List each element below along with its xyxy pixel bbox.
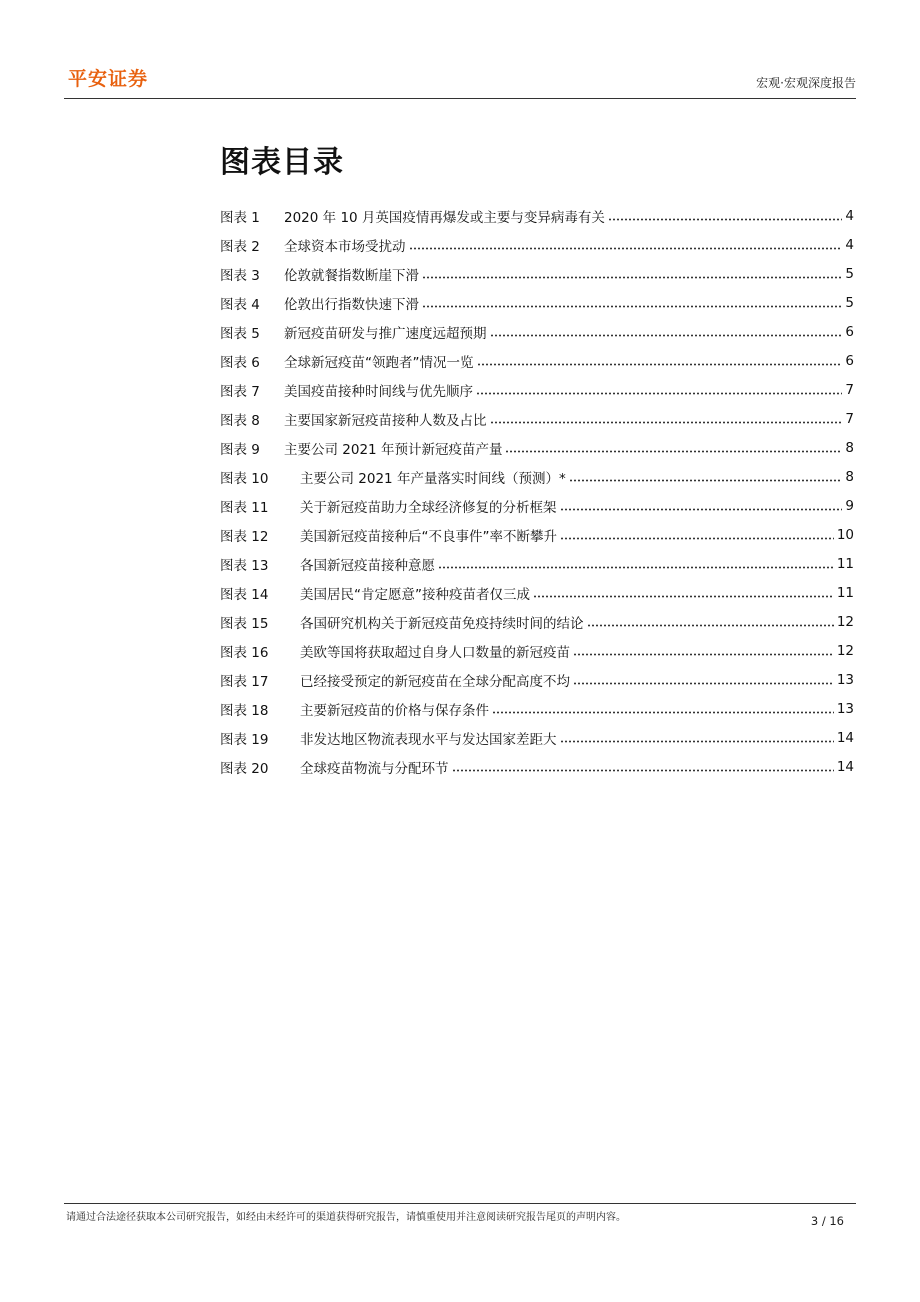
toc-entry-page: 13 — [836, 671, 854, 688]
toc-entry-page: 8 — [845, 439, 854, 456]
toc-entry-page: 7 — [845, 410, 854, 427]
toc-entry[interactable] — [220, 404, 854, 433]
toc-entry-page: 13 — [836, 700, 854, 717]
toc-entry-label: 图表 15 — [220, 615, 269, 632]
toc-dot-leader — [560, 733, 834, 743]
footer-disclaimer: 请通过合法途径获取本公司研究报告，如经由未经许可的渠道获得研究报告，请慎重使用并注意阅读研究报告尾页的声明内容。 — [66, 1212, 626, 1223]
toc-entry-label: 图表 20 — [220, 760, 269, 777]
toc-dot-leader — [587, 617, 834, 627]
toc-dot-leader — [492, 704, 834, 714]
toc-entry-label: 图表 14 — [220, 586, 269, 603]
page-title: 图表目录 — [220, 145, 344, 180]
toc-entry-page: 11 — [836, 555, 854, 572]
toc-dot-leader — [452, 762, 834, 772]
toc-entry-label: 图表 12 — [220, 528, 269, 545]
toc-entry-title: 美欧等国将获取超过自身人口数量的新冠疫苗 — [300, 644, 570, 661]
toc-entry-title: 新冠疫苗研发与推广速度远超预期 — [284, 325, 487, 342]
toc-entry-title: 伦敦就餐指数断崖下滑 — [284, 267, 419, 284]
toc-entry-label: 图表 13 — [220, 557, 269, 574]
toc-entry-title: 主要公司 2021 年产量落实时间线（预测）* — [300, 470, 566, 487]
toc-entry-label: 图表 17 — [220, 673, 269, 690]
toc-entry-label: 图表 8 — [220, 412, 260, 429]
toc-entry[interactable] — [220, 375, 854, 404]
toc-entry-page: 4 — [845, 236, 854, 253]
toc-dot-leader — [438, 559, 834, 569]
toc-entry-title: 各国研究机构关于新冠疫苗免疫持续时间的结论 — [300, 615, 584, 632]
toc-entry-page: 14 — [836, 729, 854, 746]
toc-entry[interactable] — [220, 520, 854, 549]
toc-entry[interactable] — [220, 433, 854, 462]
toc-dot-leader — [573, 646, 834, 656]
toc-entry-label: 图表 16 — [220, 644, 269, 661]
toc-entry-title: 美国疫苗接种时间线与优先顺序 — [284, 383, 473, 400]
toc-entry[interactable] — [220, 317, 854, 346]
toc-entry-title: 非发达地区物流表现水平与发达国家差距大 — [300, 731, 557, 748]
toc-entry-label: 图表 2 — [220, 238, 260, 255]
toc-dot-leader — [490, 414, 843, 424]
toc-entry-title: 全球资本市场受扰动 — [284, 238, 406, 255]
toc-entry-page: 4 — [845, 207, 854, 224]
company-logo: 平安证券 — [68, 68, 149, 90]
toc-entry-title: 关于新冠疫苗助力全球经济修复的分析框架 — [300, 499, 557, 516]
toc-dot-leader — [505, 443, 842, 453]
toc-entry[interactable] — [220, 259, 854, 288]
toc-entry-title: 主要公司 2021 年预计新冠疫苗产量 — [284, 441, 503, 458]
toc-entry[interactable] — [220, 549, 854, 578]
toc-entry-label: 图表 6 — [220, 354, 260, 371]
toc-entry-title: 美国新冠疫苗接种后“不良事件”率不断攀升 — [300, 528, 557, 545]
toc-dot-leader — [409, 240, 843, 250]
toc-entry[interactable] — [220, 491, 854, 520]
toc-entry-page: 14 — [836, 758, 854, 775]
page-number: 3 / 16 — [810, 1214, 844, 1228]
report-category: 宏观·宏观深度报告 — [756, 76, 856, 90]
toc-entry-label: 图表 18 — [220, 702, 269, 719]
toc-dot-leader — [533, 588, 834, 598]
toc-entry[interactable] — [220, 665, 854, 694]
toc-entry[interactable] — [220, 723, 854, 752]
toc-entry-page: 6 — [845, 323, 854, 340]
toc-entry[interactable] — [220, 201, 854, 230]
figure-table-of-contents — [220, 201, 854, 781]
toc-entry-label: 图表 19 — [220, 731, 269, 748]
toc-entry[interactable] — [220, 230, 854, 259]
toc-entry-label: 图表 1 — [220, 209, 260, 226]
toc-dot-leader — [560, 501, 843, 511]
toc-entry[interactable] — [220, 607, 854, 636]
toc-entry-page: 5 — [845, 265, 854, 282]
toc-entry-page: 5 — [845, 294, 854, 311]
page-header — [64, 58, 856, 99]
toc-entry-label: 图表 11 — [220, 499, 269, 516]
toc-entry-page: 7 — [845, 381, 854, 398]
toc-entry[interactable] — [220, 636, 854, 665]
toc-dot-leader — [573, 675, 834, 685]
toc-entry-page: 6 — [845, 352, 854, 369]
toc-dot-leader — [560, 530, 834, 540]
toc-entry-label: 图表 4 — [220, 296, 260, 313]
toc-dot-leader — [422, 298, 842, 308]
toc-entry[interactable] — [220, 578, 854, 607]
toc-entry[interactable] — [220, 462, 854, 491]
toc-dot-leader — [608, 211, 842, 221]
toc-entry-title: 主要新冠疫苗的价格与保存条件 — [300, 702, 489, 719]
toc-entry[interactable] — [220, 694, 854, 723]
toc-dot-leader — [569, 472, 843, 482]
toc-entry-page: 12 — [836, 613, 854, 630]
toc-entry-page: 12 — [836, 642, 854, 659]
toc-entry-title: 全球新冠疫苗“领跑者”情况一览 — [284, 354, 474, 371]
toc-entry-title: 伦敦出行指数快速下滑 — [284, 296, 419, 313]
toc-entry-page: 8 — [845, 468, 854, 485]
toc-entry-label: 图表 5 — [220, 325, 260, 342]
toc-entry-page: 11 — [836, 584, 854, 601]
toc-entry-page: 9 — [845, 497, 854, 514]
toc-dot-leader — [490, 327, 843, 337]
toc-entry-label: 图表 7 — [220, 383, 260, 400]
toc-dot-leader — [477, 356, 843, 366]
toc-entry-page: 10 — [836, 526, 854, 543]
toc-entry-title: 2020 年 10 月英国疫情再爆发或主要与变异病毒有关 — [284, 209, 605, 226]
toc-entry-title: 美国居民“肯定愿意”接种疫苗者仅三成 — [300, 586, 530, 603]
toc-entry[interactable] — [220, 346, 854, 375]
toc-entry-label: 图表 3 — [220, 267, 260, 284]
toc-entry-label: 图表 10 — [220, 470, 269, 487]
toc-entry-title: 主要国家新冠疫苗接种人数及占比 — [284, 412, 487, 429]
toc-entry-label: 图表 9 — [220, 441, 260, 458]
toc-entry-title: 已经接受预定的新冠疫苗在全球分配高度不均 — [300, 673, 570, 690]
toc-entry-title: 各国新冠疫苗接种意愿 — [300, 557, 435, 574]
toc-entry[interactable] — [220, 288, 854, 317]
page-footer — [64, 1203, 856, 1228]
toc-entry-title: 全球疫苗物流与分配环节 — [300, 760, 449, 777]
toc-dot-leader — [422, 269, 842, 279]
toc-dot-leader — [476, 385, 842, 395]
toc-entry[interactable] — [220, 752, 854, 781]
